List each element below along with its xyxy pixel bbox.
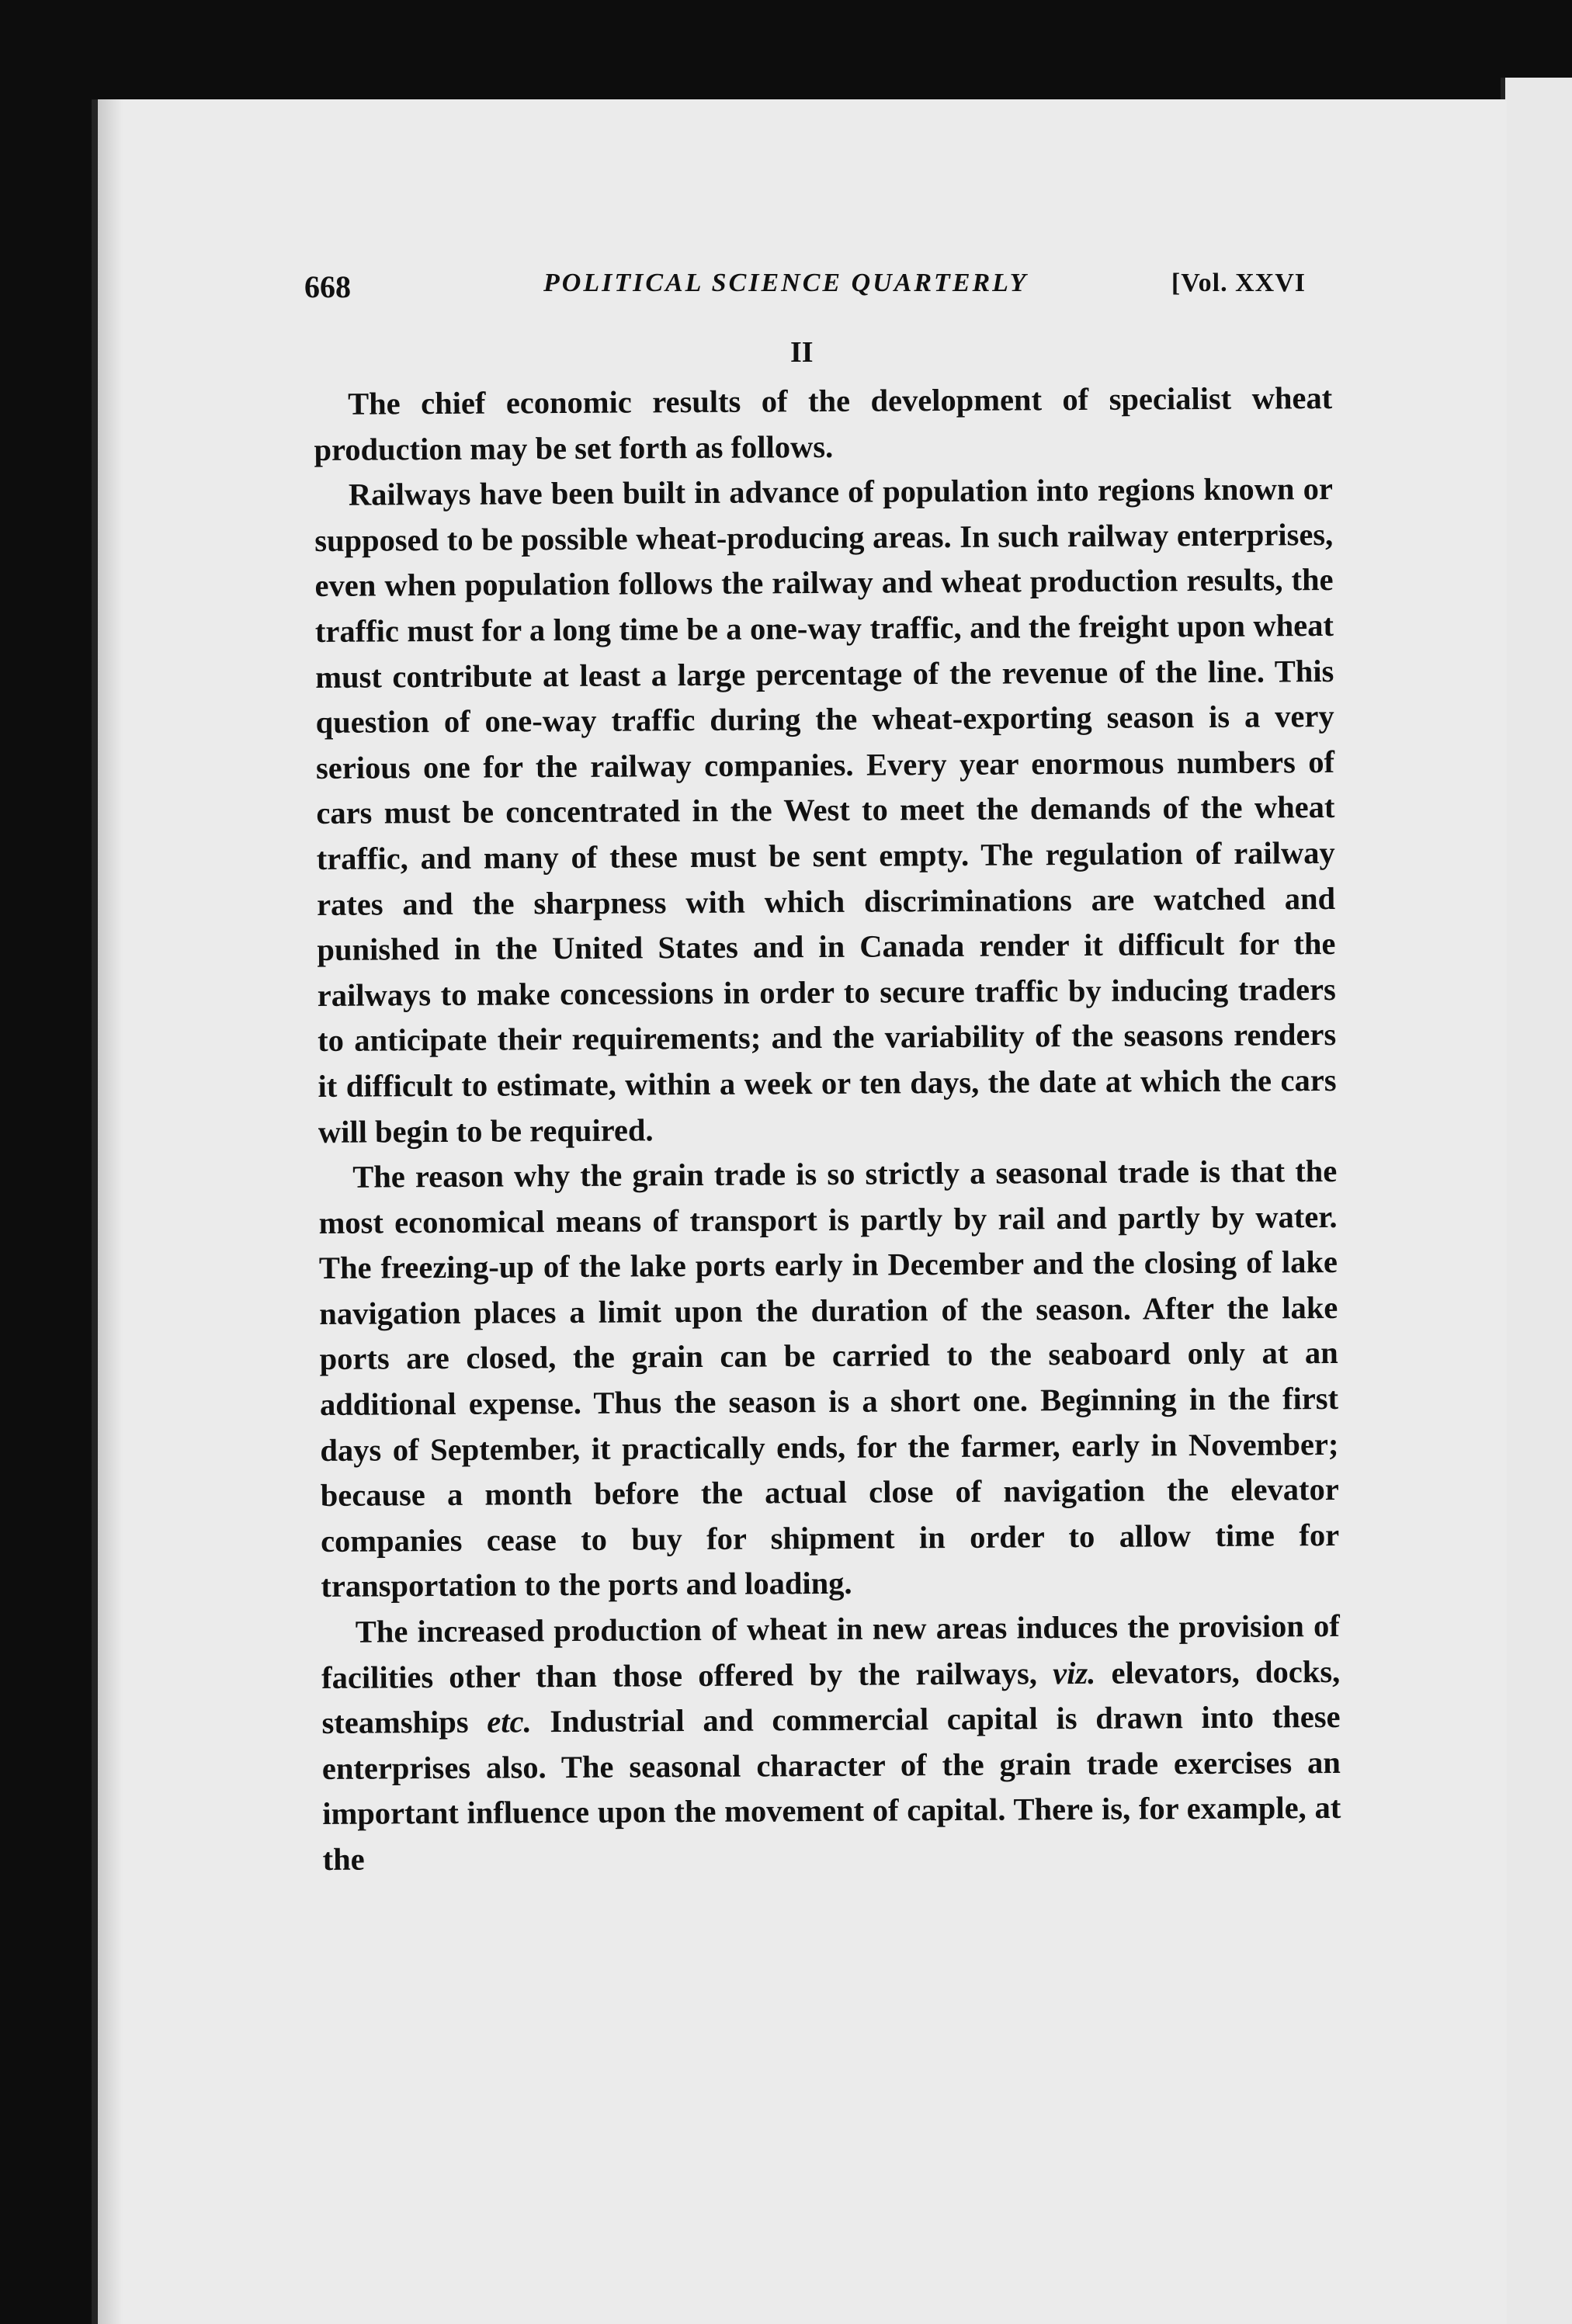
section-numeral: II bbox=[790, 336, 814, 369]
paragraph-4-part-1: The increased production of wheat in new areas induces the provision of facilities other than those offered by the railways, bbox=[321, 1608, 1340, 1695]
viz-abbreviation: viz. bbox=[1053, 1655, 1096, 1691]
body-text bbox=[314, 376, 1341, 1883]
journal-title: POLITICAL SCIENCE QUARTERLY bbox=[543, 269, 1029, 297]
page-number: 668 bbox=[304, 269, 351, 304]
etc-abbreviation: etc. bbox=[487, 1704, 532, 1740]
facing-page-edge bbox=[1501, 78, 1572, 2324]
paragraph-3: The reason why the grain trade is so strictly a seasonal trade is that the most economical means of transport is partly by rail and partly by water. The freezing-up of the lake ports early in December and the closing of lake navigation places a limit upon the duration of the season. After the lake ports are closed, the grain can be carried to the seaboard only at an additional expense. Thus the season is a short one. Beginning in the first days of September, it practically ends, for the farmer, early in November; because a month before the actual close of navigation the elevator companies cease to buy for shipment in order to allow time for transportation to the ports and loading. bbox=[318, 1153, 1340, 1604]
paragraph-1: The chief economic results of the development of specialist wheat production may be set forth as follows. bbox=[314, 380, 1333, 467]
paragraph-4 bbox=[321, 1604, 1341, 1883]
gutter-shadow bbox=[92, 99, 123, 2324]
paragraph-4-part-3: Industrial and commercial capital is drawn into these enterprises also. The seasonal character of the grain trade exercises an important influence upon the movement of capital. There is, for example, at the bbox=[321, 1699, 1341, 1877]
volume-label: [Vol. XXVI bbox=[1171, 269, 1306, 297]
running-head bbox=[304, 262, 1306, 309]
paragraph-4-part-2: elevators, docks, steamships bbox=[321, 1653, 1341, 1741]
paragraph-2: Railways have been built in advance of population into regions known or supposed to be possible wheat-producing areas. In such railway enterprises, even when population follows the railway and wheat production results, the traffic must for a long time be a one-way traffic, and the freight upon wheat must contribute at least a large percentage of the revenue of the line. This question of one-way traffic during the wheat-exporting season is a very serious one for the railway companies. Every year enormous numbers of cars must be concentrated in the West to meet the demands of the wheat traffic, and many of these must be sent empty. The regulation of railway rates and the sharpness with which discriminations are watched and punished in the United States and in Canada render it difficult for the railways to make concessions in order to secure traffic by inducing traders to anticipate their requirements; and the variability of the seasons renders it difficult to estimate, within a week or ten days, the date at which the cars will begin to be required. bbox=[314, 471, 1337, 1150]
